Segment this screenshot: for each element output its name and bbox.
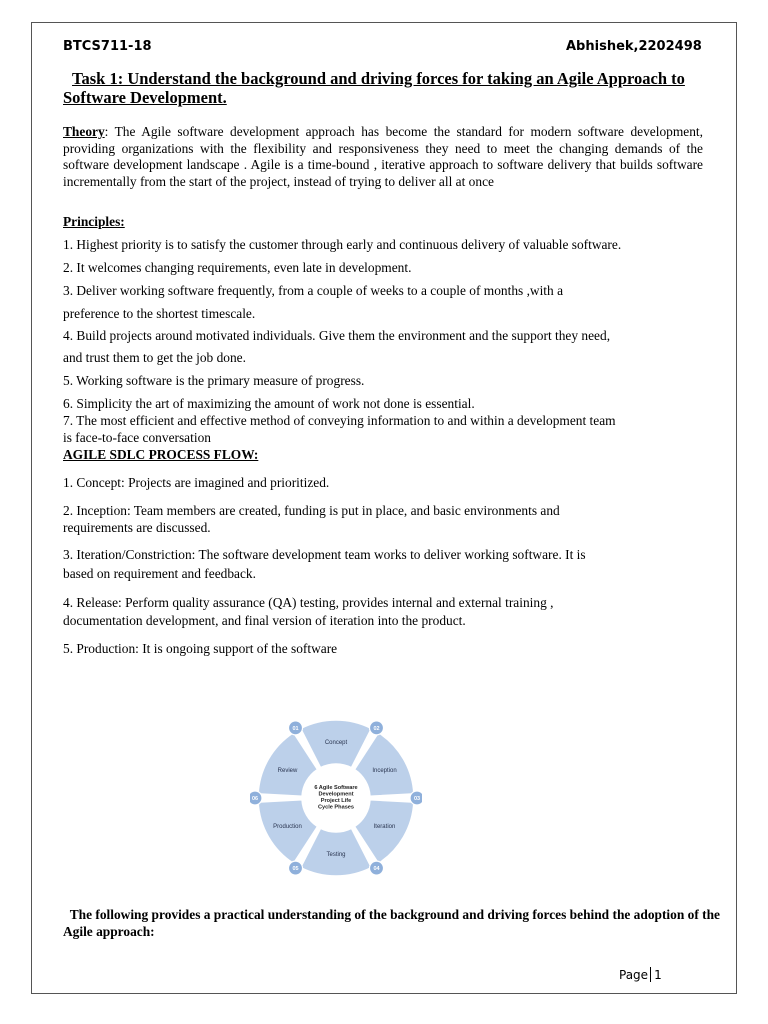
diagram-label-production: Production <box>273 824 302 830</box>
diagram-badge-number: 05 <box>292 866 299 873</box>
diagram-center-line: Development <box>318 791 354 798</box>
process-line: based on requirement and feedback. <box>63 566 256 581</box>
diagram-badge-number: 04 <box>373 866 380 873</box>
principles-heading: Principles: <box>63 214 125 229</box>
principle-line: is face-to-face conversation <box>63 430 211 445</box>
process-heading: AGILE SDLC PROCESS FLOW: <box>63 447 259 462</box>
page-number-value: 1 <box>654 968 662 982</box>
diagram-badge-number: 02 <box>373 725 380 732</box>
diagram-center-line: Cycle Phases <box>317 804 355 811</box>
diagram-label-concept: Concept <box>324 740 348 746</box>
principle-line: 7. The most efficient and effective method of conveying information to and within a development team <box>63 413 616 428</box>
process-line: 1. Concept: Projects are imagined and prioritized. <box>63 475 330 490</box>
process-line: 3. Iteration/Constriction: The software development team works to deliver working software. It is <box>63 547 586 562</box>
course-code: BTCS711-18 <box>63 39 152 54</box>
process-line: 5. Production: It is ongoing support of the software <box>63 641 338 656</box>
diagram-badge-number: 06 <box>251 796 259 802</box>
principle-line: 4. Build projects around motivated individuals. Give them the environment and the support they need, <box>63 328 611 343</box>
closing-paragraph <box>63 906 723 940</box>
principle-line: 2. It welcomes changing requirements, even late in development. <box>63 260 412 275</box>
principle-line: and trust them to get the job done. <box>63 350 246 365</box>
theory-paragraph <box>63 124 703 190</box>
theory-text: : The Agile software development approach has become the standard for modern software development, providing organizations with the flexibility and responsiveness they need to meet the changing demands of the software development landscape . Agile is a time-bound , iterative approach to software delivery that builds software incrementally from the start of the project, instead of trying to deliver all at once <box>63 124 703 189</box>
principle-line: 5. Working software is the primary measure of progress. <box>63 373 365 388</box>
diagram-center-line: Project Life <box>320 798 352 804</box>
process-line: 2. Inception: Team members are created, funding is put in place, and basic environments and <box>63 503 560 518</box>
diagram-label-review: Review <box>277 768 298 774</box>
page-separator <box>650 967 651 982</box>
process-line: requirements are discussed. <box>63 520 211 535</box>
diagram-badge-number: 03 <box>413 796 421 802</box>
diagram-label-testing: Testing <box>326 852 346 858</box>
principle-line: 1. Highest priority is to satisfy the customer through early and continuous delivery of valuable software. <box>63 237 622 252</box>
author-id: Abhishek,2202498 <box>566 39 702 54</box>
task-title-text: Task 1: Understand the background and driving forces for taking an Agile Approach to Software Development. <box>63 69 685 107</box>
principle-line: preference to the shortest timescale. <box>63 306 256 321</box>
process-line: documentation development, and final version of iteration into the product. <box>63 613 466 628</box>
diagram-center-text <box>314 785 357 811</box>
theory-label: Theory <box>63 124 105 139</box>
diagram-badge-number: 01 <box>292 725 299 732</box>
diagram-center-line: 6 Agile Software <box>314 785 358 791</box>
task-title <box>63 69 713 107</box>
page-number <box>619 967 662 982</box>
closing-text: The following provides a practical understanding of the background and driving forces behind the adoption of the Agile approach: <box>63 907 720 939</box>
diagram-label-iteration: Iteration <box>373 824 396 830</box>
agile-lifecycle-diagram <box>250 706 422 886</box>
diagram-label-inception: Inception <box>372 768 397 774</box>
principle-line: 6. Simplicity the art of maximizing the amount of work not done is essential. <box>63 396 475 411</box>
page-label: Page <box>619 968 649 982</box>
principle-line: 3. Deliver working software frequently, from a couple of weeks to a couple of months ,with a <box>63 283 564 298</box>
process-line: 4. Release: Perform quality assurance (QA) testing, provides internal and external training , <box>63 595 554 610</box>
